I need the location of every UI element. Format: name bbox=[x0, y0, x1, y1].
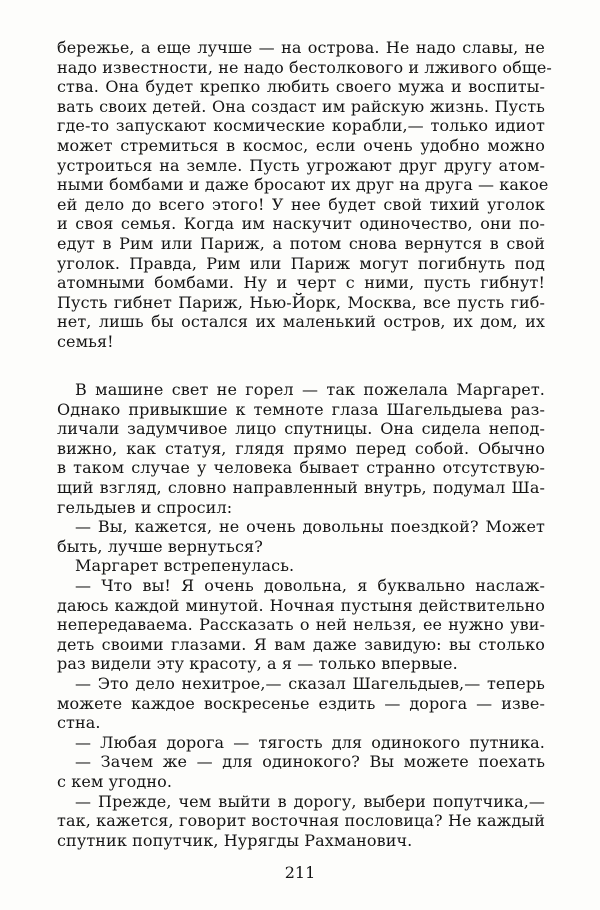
dialogue-line: — Вы, кажется, не очень довольны поездкой? Может bbox=[75, 517, 545, 537]
text-line: атомными бомбами. Ну и черт с ними, пусть гибнут! bbox=[57, 273, 545, 293]
text-line: и своя семья. Когда им наскучит одиночество, они по- bbox=[57, 214, 545, 234]
text-line: едут в Рим или Париж, а потом снова вернутся в свой bbox=[57, 234, 545, 253]
text-line: устроиться на земле. Пусть угрожают друг другу атом- bbox=[57, 155, 545, 175]
text-line: ными бомбами и даже бросают их друг на друга — какое bbox=[57, 175, 549, 195]
text-line: непередаваема. Рассказать о ней нельзя, ее нужно уви- bbox=[57, 615, 545, 635]
text-line: щий взгляд, словно направленный внутрь, подумал Ша- bbox=[57, 478, 545, 497]
dialogue-line: — Что вы! Я очень довольна, я буквально наслаж- bbox=[75, 576, 545, 595]
dialogue-line: — Любая дорога — тягость для одинокого путника. bbox=[75, 732, 545, 752]
text-line: Маргарет встрепенулась. bbox=[75, 556, 295, 576]
page-number: 211 bbox=[284, 863, 316, 883]
text-line: личали задумчивое лицо спутницы. Она сидела непод- bbox=[57, 419, 545, 439]
text-line: надо известности, не надо бестолкового и лживого обще- bbox=[57, 57, 552, 77]
text-line: спутник попутчик, Нурягды Рахманович. bbox=[57, 830, 413, 850]
text-line: семья! bbox=[57, 332, 114, 351]
text-line: гельдыев и спросил: bbox=[57, 497, 233, 517]
text-line: Однако привыкшие к темноте глаза Шагельдыева раз- bbox=[57, 399, 545, 419]
dialogue-line: — Это дело нехитрое,— сказал Шагельдыев,— теперь bbox=[75, 674, 545, 693]
text-line: так, кажется, говорит восточная пословица? Не каждый bbox=[57, 811, 545, 831]
text-line: ства. Она будет крепко любить своего мужа и воспиты- bbox=[57, 77, 545, 97]
text-line: где-то запускают космические корабли,— только идиот bbox=[57, 116, 545, 136]
text-line: ей дело до всего этого! У нее будет свой тихий уголок bbox=[57, 194, 545, 214]
text-line: даюсь каждой минутой. Ночная пустыня действительно bbox=[57, 595, 545, 615]
text-line: в таком случае у человека бывает странно отсутствую- bbox=[57, 458, 545, 478]
text-line: Пусть гибнет Париж, Нью-Йорк, Москва, все пусть гиб- bbox=[57, 292, 545, 312]
dialogue-line: — Зачем же — для одинокого? Вы можете поехать bbox=[75, 752, 545, 772]
text-line: можете каждое воскресенье ездить — дорога — изве- bbox=[57, 693, 545, 713]
text-line: вать своих детей. Она создаст им райскую жизнь. Пусть bbox=[57, 96, 545, 116]
text-line: уголок. Правда, Рим или Париж могут погибнуть под bbox=[57, 253, 545, 273]
text-line: с кем угодно. bbox=[57, 772, 173, 791]
dialogue-line: — Прежде, чем выйти в дорогу, выбери попутчика,— bbox=[75, 791, 545, 811]
text-line: вижно, как статуя, глядя прямо перед собой. Обычно bbox=[57, 438, 545, 458]
text-line: быть, лучше вернуться? bbox=[57, 536, 263, 556]
text-line: деть своими глазами. Я вам даже завидую: вы столько bbox=[57, 634, 545, 654]
text-line: нет, лишь бы остался их маленький остров, их дом, их bbox=[57, 312, 545, 332]
text-line: раз видели эту красоту, а я — только впервые. bbox=[57, 654, 458, 674]
text-line: может стремиться в космос, если очень удобно можно bbox=[57, 136, 545, 155]
text-line: бережье, а еще лучше — на острова. Не надо славы, не bbox=[57, 38, 545, 57]
text-line: стна. bbox=[57, 713, 101, 733]
text-line: В машине свет не горел — так пожелала Маргарет. bbox=[75, 380, 545, 399]
